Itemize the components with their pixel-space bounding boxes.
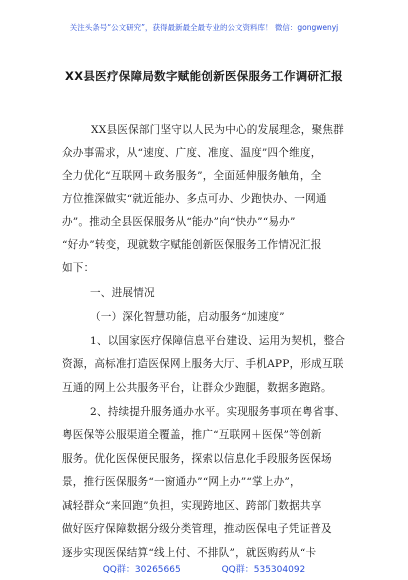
body-line: 服务。优化医保便民服务，探索以信息化手段服务医保场: [62, 453, 332, 465]
body-line: 全力优化“互联网＋政务服务”，全面延伸服务触角，全: [62, 170, 322, 182]
footer-qq-group-2: QQ群：535304092: [221, 565, 306, 575]
body-line: 逐步实现医保结算“线上付、不排队”，就医购药从“卡: [62, 547, 317, 559]
subsection-heading: （一）深化智慧功能，启动服务“加速度”: [90, 311, 285, 323]
section-heading: 一、进展情况: [90, 287, 155, 299]
body-line: 1、以国家医疗保障信息平台建设、运用为契机，整合: [90, 335, 346, 347]
body-line: 众办事需求，从“速度、广度、准度、温度”四个维度，: [62, 147, 322, 159]
body-line: 办”。推动全县医保服务从“能办”向“快办”“易办”: [62, 216, 296, 228]
body-line: “好办”转变，现就数字赋能创新医保服务工作情况汇报: [62, 239, 322, 251]
document-title: XX县医疗保障局数字赋能创新医保服务工作调研汇报: [65, 69, 343, 83]
footer-banner: [0, 562, 408, 575]
footer-qq-group-1: QQ群：30265665: [102, 565, 181, 575]
body-line: 如下：: [62, 262, 95, 274]
body-line: 资源，高标准打造医保网上服务大厅、手机APP，形成互联: [62, 358, 344, 370]
body-line: 方位推深做实“就近能办、多点可办、少跑快办、一网通: [62, 193, 327, 205]
body-line: 粤医保等公服渠道全覆盖，推广“互联网＋医保”等创新: [62, 429, 322, 441]
body-line: 减轻群众“来回跑”负担，实现跨地区、跨部门数据共享: [62, 500, 322, 512]
body-line: 互通的网上公共服务平台，让群众少跑腿，数据多跑路。: [62, 382, 332, 394]
body-line: 景，推行医保服务“一窗通办”“网上办”“掌上办”，: [62, 476, 301, 488]
header-banner: 关注头条号“公文研究”，获得最新最全最专业的公文资料库！ 微信：gongwenyj: [69, 23, 339, 32]
body-line: XX县医保部门坚守以人民为中心的发展理念，聚焦群: [91, 124, 344, 136]
body-line: 做好医疗保障数据分级分类管理，推动医保电子凭证普及: [62, 523, 332, 535]
body-line: 2、持续提升服务通办水平。实现服务事项在粤省事、: [90, 406, 346, 418]
